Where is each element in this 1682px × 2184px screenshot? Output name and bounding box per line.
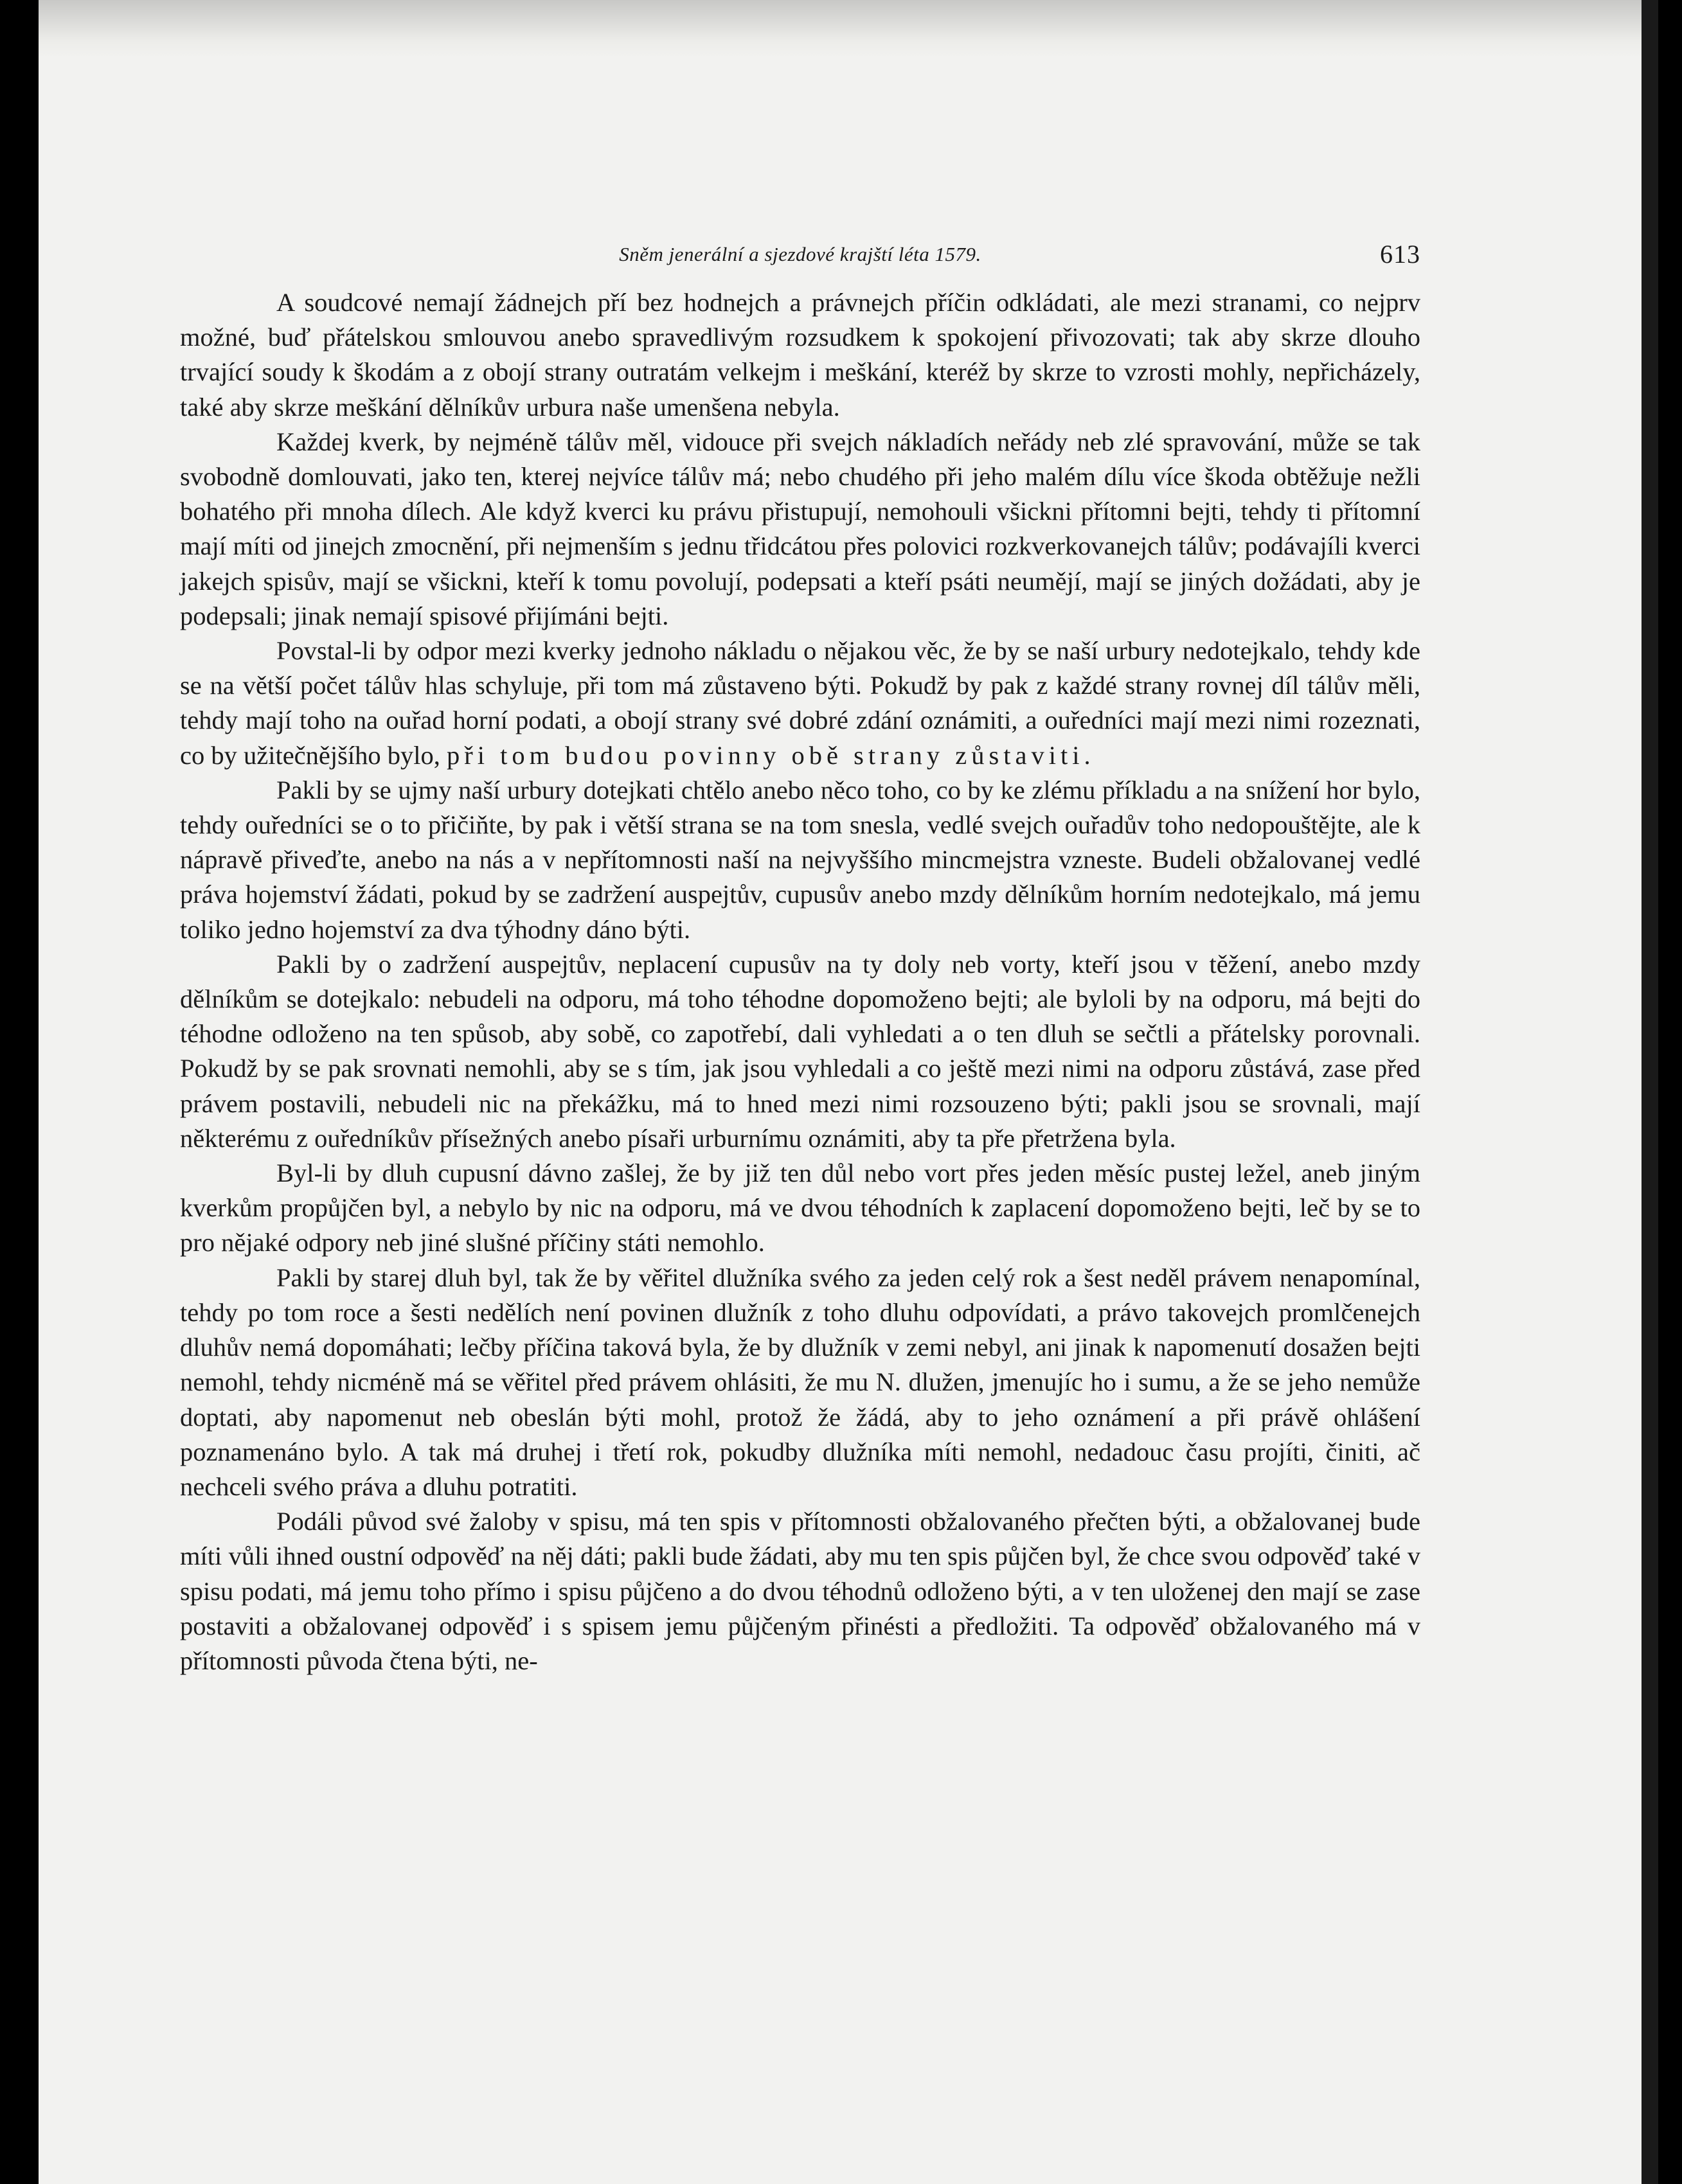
paragraph-6 xyxy=(180,1156,1420,1261)
running-title: Sněm jenerální a sjezdové krajští léta 1579. xyxy=(619,243,981,265)
paragraph-3 xyxy=(180,634,1420,773)
paragraph-text: Podáli původ své žaloby v spisu, má ten spis v přítomnosti obžalovaného přečten býti, a obžalovanej bude míti vůli ihned oustní odpověď na něj dáti; pakli bude žádati, aby mu ten spis půjčen byl, že chce svou odpověď také v spisu podati, má jemu toho přímo i spisu půjčeno a do dvou téhodnů odloženo býti, a v ten uloženej den mají se zase postaviti a obžalovanej odpověď i s spisem jemu půjčeným přinésti a předložiti. Ta odpověď obžalovaného má v přítomnosti původa čtena býti, ne- xyxy=(180,1507,1420,1675)
paragraph-2 xyxy=(180,425,1420,634)
paragraph-text: Pakli by o zadržení auspejtův, neplacení cupusův na ty doly neb vorty, kteří jsou v těžení, anebo mzdy dělníkům se dotejkalo: nebudeli na odporu, má toho téhodne dopomoženo bejti; ale byloli by na odporu, má bejti do téhodne odloženo na ten spůsob, aby sobě, co zapotřebí, dali vyhledati a o ten dluh se sečtli a přátelsky porovnali. Pokudž by se pak srovnati nemohli, aby se s tím, jak jsou vyhledali a co ještě mezi nimi na odporu zůstává, zase před právem postavili, nebudeli nic na překážku, má to hned mezi nimi rozsouzeno býti; pakli jsou se srovnali, mají některému z ouředníkův přísežných anebo písaři urburnímu oznámiti, aby ta pře přetržena byla. xyxy=(180,949,1420,1153)
page-number: 613 xyxy=(1380,240,1420,269)
running-head xyxy=(180,231,1420,270)
paragraph-8 xyxy=(180,1504,1420,1678)
scan-shadow-right xyxy=(1642,0,1658,2184)
scanned-page xyxy=(39,0,1658,2184)
paragraph-5 xyxy=(180,947,1420,1156)
paragraph-1 xyxy=(180,285,1420,425)
paragraph-7 xyxy=(180,1261,1420,1504)
paragraph-text: Každej kverk, by nejméně tálův měl, vidouce při svejch nákladích neřády neb zlé spravování, může se tak svobodně domlouvati, jako ten, kterej nejvíce tálův má; nebo chudého při jeho malém dílu více škoda obtěžuje nežli bohatého při mnoha dílech. Ale když kverci ku právu přistupují, nemohouli všickni přítomni bejti, tehdy ti přítomní mají míti od jinejch zmocnění, při nejmenším s jednu třidcátou přes polovici rozkverkovanejch tálův; podávajíli kverci jakejch spisův, mají se všickni, kteří k tomu povolují, podepsati a kteří psáti neumějí, mají se jiných dožádati, aby je podepsali; jinak nemají spisové přijímáni bejti. xyxy=(180,427,1420,630)
page-content xyxy=(180,231,1420,1678)
paragraph-text: A soudcové nemají žádnejch pří bez hodnejch a právnejch příčin odkládati, ale mezi stranami, co nejprv možné, buď přátelskou smlouvou anebo spravedlivým rozsudkem k spokojení přivozovati; tak aby skrze dlouho trvající soudy k škodám a z obojí strany outratám velkejm i meškání, kteréž by skrze to vzrosti mohly, nepřicházely, také aby skrze meškání dělníkův urbura naše umenšena nebyla. xyxy=(180,288,1420,422)
paragraph-text: Pakli by starej dluh byl, tak že by věřitel dlužníka svého za jeden celý rok a šest neděl právem nenapomínal, tehdy po tom roce a šesti nedělích není povinen dlužník z toho dluhu odpovídati, a právo takovejch promlčenejch dluhův nemá dopomáhati; lečby příčina taková byla, že by dlužník v zemi nebyl, ani jinak k napomenutí dosažen bejti nemohl, tehdy nicméně má se věřitel před právem ohlásiti, že mu N. dlužen, jmenujíc ho i sumu, a že se jeho nemůže doptati, aby napomenut neb obeslán býti mohl, protož že žádá, aby to jeho oznámení a při právě ohlášení poznamenáno bylo. A tak má druhej i třetí rok, pokudby dlužníka míti nemohl, nedadouc času projíti, činiti, ač nechceli svého práva a dluhu potratiti. xyxy=(180,1263,1420,1501)
paragraph-text: Byl-li by dluh cupusní dávno zašlej, že by již ten důl nebo vort přes jeden měsíc pustej ležel, aneb jiným kverkům propůjčen byl, a nebylo by nic na odporu, má ve dvou téhodních k zaplacení dopomoženo bejti, leč by se to pro nějaké odpory neb jiné slušné příčiny státi nemohlo. xyxy=(180,1159,1420,1257)
paragraph-text: Povstal-li by odpor mezi kverky jednoho nákladu o nějakou věc, že by se naší urbury nedotejkalo, tehdy kde se na větší počet tálův hlas schyluje, při tom má zůstaveno býti. Pokudž by pak z každé strany rovnej díl tálův měli, tehdy mají toho na ouřad horní podati, a obojí strany své dobré zdání oznámiti, a ouředníci mají mezi nimi rozeznati, co by užitečnějšího bylo, xyxy=(180,636,1420,770)
scan-shadow-top xyxy=(39,0,1658,58)
paragraph-4 xyxy=(180,773,1420,947)
paragraph-text: Pakli by se ujmy naší urbury dotejkati chtělo anebo něco toho, co by ke zlému příkladu a na snížení hor bylo, tehdy ouředníci se o to přičiňte, by pak i větší strana se na tom snesla, vedlé svejch ouřadův toho nedopouštějte, ale k nápravě přiveďte, anebo na nás a v nepřítomnosti naší na nejvyššího mincmejstra vzneste. Budeli obžalovanej vedlé práva hojemství žádati, pokud by se zadržení auspejtův, cupusův anebo mzdy dělníkům horním nedotejkalo, má jemu toliko jedno hojemství za dva týhodny dáno býti. xyxy=(180,775,1420,944)
spaced-emphasis-text: při tom budou povinny obě strany zůstaviti. xyxy=(447,740,1095,770)
